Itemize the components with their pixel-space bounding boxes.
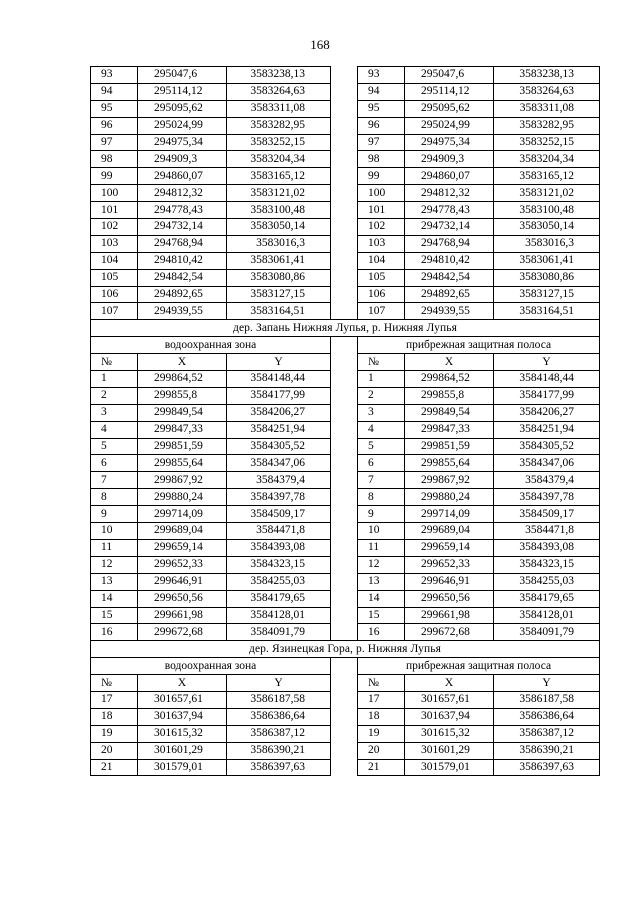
coordinate-y: 3586397,63: [227, 759, 331, 776]
point-number: 3: [358, 404, 405, 421]
coordinate-y: 3583165,12: [227, 168, 331, 185]
section-title: дер. Язинецкая Гора, р. Нижняя Лупья: [91, 641, 600, 658]
column-gap: [331, 337, 358, 641]
point-number: 11: [91, 539, 138, 556]
coordinate-y: 3586386,64: [494, 708, 600, 725]
coordinate-x: 295047,6: [138, 67, 227, 84]
point-number: 106: [91, 286, 138, 303]
coordinate-y: 3583121,02: [227, 185, 331, 202]
point-number: 12: [358, 556, 405, 573]
coordinate-y: 3583264,63: [494, 83, 600, 100]
coordinate-y: 3586386,64: [227, 708, 331, 725]
coordinate-x: 299646,91: [405, 573, 494, 590]
point-number: 99: [91, 168, 138, 185]
point-number: 21: [358, 759, 405, 776]
section-title-row: [91, 320, 600, 337]
point-number: 6: [358, 455, 405, 472]
coordinate-y: 3584379,4: [494, 472, 600, 489]
point-number: 6: [91, 455, 138, 472]
coordinate-x: 299867,92: [405, 472, 494, 489]
point-number: 8: [91, 489, 138, 506]
point-number: 17: [358, 691, 405, 708]
point-number: 14: [358, 590, 405, 607]
point-number: 16: [358, 624, 405, 641]
coordinate-y: 3584471,8: [227, 523, 331, 540]
coordinate-x: 294842,54: [138, 269, 227, 286]
coordinate-y: 3584393,08: [494, 539, 600, 556]
coordinate-x: 299714,09: [405, 506, 494, 523]
coordinate-y: 3584177,99: [227, 387, 331, 404]
coordinate-x: 299847,33: [138, 421, 227, 438]
coordinate-x: 295095,62: [138, 100, 227, 117]
point-number: 104: [358, 252, 405, 269]
coordinate-x: 295114,12: [138, 83, 227, 100]
coordinate-y: 3583061,41: [494, 252, 600, 269]
coordinates-table-body: [91, 67, 600, 776]
point-number: 101: [91, 202, 138, 219]
coordinate-x: 299849,54: [405, 404, 494, 421]
point-number: 95: [91, 100, 138, 117]
coordinate-x: 299661,98: [405, 607, 494, 624]
point-number: 18: [91, 708, 138, 725]
point-number: 93: [91, 67, 138, 84]
coordinate-x: 299672,68: [405, 624, 494, 641]
column-header-x: X: [138, 354, 227, 371]
column-header-x: X: [405, 675, 494, 692]
point-number: 10: [91, 523, 138, 540]
coordinate-y: 3583050,14: [494, 219, 600, 236]
coordinate-y: 3584251,94: [227, 421, 331, 438]
coordinate-y: 3583016,3: [227, 235, 331, 252]
point-number: 102: [358, 219, 405, 236]
coordinate-y: 3583016,3: [494, 235, 600, 252]
coordinate-x: 294860,07: [138, 168, 227, 185]
coordinate-y: 3584148,44: [227, 371, 331, 388]
point-number: 100: [91, 185, 138, 202]
point-number: 17: [91, 691, 138, 708]
coordinate-y: 3586387,12: [494, 725, 600, 742]
point-number: 104: [91, 252, 138, 269]
coordinate-y: 3584148,44: [494, 371, 600, 388]
coordinate-x: 294842,54: [405, 269, 494, 286]
point-number: 14: [91, 590, 138, 607]
coordinate-y: 3583204,34: [227, 151, 331, 168]
coordinate-y: 3584206,27: [494, 404, 600, 421]
coordinate-y: 3583100,48: [227, 202, 331, 219]
page-number: 168: [310, 37, 330, 52]
point-number: 18: [358, 708, 405, 725]
coordinate-x: 299646,91: [138, 573, 227, 590]
coordinate-x: 299855,8: [405, 387, 494, 404]
coordinate-x: 294810,42: [138, 252, 227, 269]
point-number: 5: [358, 438, 405, 455]
column-header-x: X: [138, 675, 227, 692]
coordinate-y: 3584091,79: [227, 624, 331, 641]
coordinate-x: 301637,94: [405, 708, 494, 725]
column-header-x: X: [405, 354, 494, 371]
coordinate-x: 299659,14: [138, 539, 227, 556]
coordinates-table: [90, 66, 600, 776]
point-number: 5: [91, 438, 138, 455]
coordinate-x: 294909,3: [405, 151, 494, 168]
coordinate-y: 3584397,78: [227, 489, 331, 506]
section-title-row: [91, 641, 600, 658]
column-header-number: №: [91, 675, 138, 692]
coordinate-y: 3583311,08: [494, 100, 600, 117]
coordinate-x: 295114,12: [405, 83, 494, 100]
coordinate-y: 3583127,15: [494, 286, 600, 303]
point-number: 15: [358, 607, 405, 624]
point-number: 1: [358, 371, 405, 388]
coordinate-x: 299855,8: [138, 387, 227, 404]
coordinate-x: 301579,01: [405, 759, 494, 776]
point-number: 20: [91, 742, 138, 759]
coordinate-y: 3584091,79: [494, 624, 600, 641]
coordinate-x: 299880,24: [138, 489, 227, 506]
coordinate-y: 3583127,15: [227, 286, 331, 303]
coordinate-y: 3584251,94: [494, 421, 600, 438]
coordinate-x: 294732,14: [138, 219, 227, 236]
point-number: 16: [91, 624, 138, 641]
column-gap: [331, 658, 358, 776]
coordinate-x: 294778,43: [405, 202, 494, 219]
point-number: 7: [358, 472, 405, 489]
coordinate-x: 299867,92: [138, 472, 227, 489]
coordinate-x: 299689,04: [138, 523, 227, 540]
coordinate-y: 3584179,65: [227, 590, 331, 607]
coordinate-x: 294909,3: [138, 151, 227, 168]
coordinate-y: 3583264,63: [227, 83, 331, 100]
coordinate-x: 294860,07: [405, 168, 494, 185]
coordinate-x: 294975,34: [138, 134, 227, 151]
coordinate-x: 294810,42: [405, 252, 494, 269]
point-number: 4: [358, 421, 405, 438]
point-number: 11: [358, 539, 405, 556]
coastal-strip-header: прибрежная защитная полоса: [358, 337, 600, 354]
coordinate-x: 299864,52: [405, 371, 494, 388]
coordinate-x: 301601,29: [138, 742, 227, 759]
column-gap: [331, 67, 358, 320]
coordinate-x: 301601,29: [405, 742, 494, 759]
coordinate-x: 299851,59: [138, 438, 227, 455]
coordinate-x: 299864,52: [138, 371, 227, 388]
coastal-strip-header: прибрежная защитная полоса: [358, 658, 600, 675]
coordinate-x: 294732,14: [405, 219, 494, 236]
coordinate-x: 301637,94: [138, 708, 227, 725]
point-number: 98: [91, 151, 138, 168]
point-number: 95: [358, 100, 405, 117]
coordinate-y: 3583252,15: [494, 134, 600, 151]
coordinate-x: 299652,33: [138, 556, 227, 573]
coordinate-y: 3584177,99: [494, 387, 600, 404]
water-protection-zone-header: водоохранная зона: [91, 337, 331, 354]
point-number: 20: [358, 742, 405, 759]
point-number: 103: [91, 235, 138, 252]
coordinate-x: 299661,98: [138, 607, 227, 624]
point-number: 99: [358, 168, 405, 185]
coordinate-y: 3584397,78: [494, 489, 600, 506]
zone-header-row: [91, 337, 600, 354]
column-header-number: №: [358, 675, 405, 692]
point-number: 107: [358, 303, 405, 320]
point-number: 102: [91, 219, 138, 236]
coordinate-y: 3583100,48: [494, 202, 600, 219]
section-title: дер. Запань Нижняя Лупья, р. Нижняя Лупья: [91, 320, 600, 337]
point-number: 4: [91, 421, 138, 438]
coordinate-x: 294939,55: [405, 303, 494, 320]
coordinate-x: 299672,68: [138, 624, 227, 641]
coordinate-x: 295024,99: [138, 117, 227, 134]
column-header-number: №: [358, 354, 405, 371]
column-header-y: Y: [494, 354, 600, 371]
point-number: 93: [358, 67, 405, 84]
coordinate-x: 294975,34: [405, 134, 494, 151]
coordinate-y: 3584323,15: [494, 556, 600, 573]
coordinate-y: 3584393,08: [227, 539, 331, 556]
coordinate-y: 3584255,03: [494, 573, 600, 590]
coordinate-x: 295047,6: [405, 67, 494, 84]
coordinate-x: 301579,01: [138, 759, 227, 776]
point-number: 2: [358, 387, 405, 404]
coordinate-y: 3584347,06: [227, 455, 331, 472]
coordinate-y: 3584323,15: [227, 556, 331, 573]
coordinate-x: 294892,65: [405, 286, 494, 303]
coordinate-x: 299847,33: [405, 421, 494, 438]
coordinate-y: 3586397,63: [494, 759, 600, 776]
coordinate-x: 299855,64: [405, 455, 494, 472]
point-number: 105: [358, 269, 405, 286]
column-header-number: №: [91, 354, 138, 371]
coordinate-x: 294892,65: [138, 286, 227, 303]
coordinate-y: 3583164,51: [227, 303, 331, 320]
coordinate-x: 294778,43: [138, 202, 227, 219]
coordinate-y: 3586187,58: [494, 691, 600, 708]
coordinate-y: 3583165,12: [494, 168, 600, 185]
coordinate-y: 3584255,03: [227, 573, 331, 590]
coordinate-y: 3583238,13: [494, 67, 600, 84]
coordinate-x: 295024,99: [405, 117, 494, 134]
column-header-y: Y: [227, 354, 331, 371]
coordinate-x: 299650,56: [138, 590, 227, 607]
coordinate-x: 301657,61: [138, 691, 227, 708]
point-number: 9: [358, 506, 405, 523]
table-row: [91, 67, 600, 84]
point-number: 21: [91, 759, 138, 776]
coordinate-y: 3583080,86: [227, 269, 331, 286]
coordinate-x: 299650,56: [405, 590, 494, 607]
coordinate-x: 299880,24: [405, 489, 494, 506]
coordinate-y: 3583061,41: [227, 252, 331, 269]
coordinate-x: 299855,64: [138, 455, 227, 472]
coordinate-y: 3583164,51: [494, 303, 600, 320]
coordinate-y: 3586390,21: [494, 742, 600, 759]
point-number: 96: [91, 117, 138, 134]
coordinate-y: 3583050,14: [227, 219, 331, 236]
column-header-y: Y: [227, 675, 331, 692]
coordinate-x: 299714,09: [138, 506, 227, 523]
coordinate-y: 3583080,86: [494, 269, 600, 286]
water-protection-zone-header: водоохранная зона: [91, 658, 331, 675]
point-number: 107: [91, 303, 138, 320]
point-number: 13: [91, 573, 138, 590]
coordinate-y: 3584379,4: [227, 472, 331, 489]
coordinate-y: 3586387,12: [227, 725, 331, 742]
point-number: 94: [358, 83, 405, 100]
point-number: 9: [91, 506, 138, 523]
point-number: 97: [358, 134, 405, 151]
point-number: 101: [358, 202, 405, 219]
point-number: 13: [358, 573, 405, 590]
coordinate-x: 294812,32: [138, 185, 227, 202]
column-header-y: Y: [494, 675, 600, 692]
point-number: 8: [358, 489, 405, 506]
point-number: 19: [91, 725, 138, 742]
coordinate-x: 299652,33: [405, 556, 494, 573]
coordinate-y: 3583238,13: [227, 67, 331, 84]
coordinate-y: 3584179,65: [494, 590, 600, 607]
coordinate-x: 294812,32: [405, 185, 494, 202]
point-number: 12: [91, 556, 138, 573]
point-number: 98: [358, 151, 405, 168]
coordinate-y: 3583121,02: [494, 185, 600, 202]
coordinate-x: 301615,32: [405, 725, 494, 742]
coordinate-y: 3583282,95: [494, 117, 600, 134]
coordinate-x: 295095,62: [405, 100, 494, 117]
point-number: 10: [358, 523, 405, 540]
coordinate-x: 294939,55: [138, 303, 227, 320]
point-number: 15: [91, 607, 138, 624]
point-number: 1: [91, 371, 138, 388]
coordinate-x: 301657,61: [405, 691, 494, 708]
coordinate-y: 3584471,8: [494, 523, 600, 540]
coordinate-y: 3583204,34: [494, 151, 600, 168]
coordinate-x: 299851,59: [405, 438, 494, 455]
coordinate-x: 299659,14: [405, 539, 494, 556]
coordinate-y: 3584509,17: [494, 506, 600, 523]
point-number: 105: [91, 269, 138, 286]
coordinate-y: 3584509,17: [227, 506, 331, 523]
coordinate-x: 294768,94: [405, 235, 494, 252]
point-number: 97: [91, 134, 138, 151]
point-number: 100: [358, 185, 405, 202]
coordinate-x: 299849,54: [138, 404, 227, 421]
point-number: 96: [358, 117, 405, 134]
coordinate-y: 3584305,52: [494, 438, 600, 455]
point-number: 3: [91, 404, 138, 421]
zone-header-row: [91, 658, 600, 675]
coordinate-y: 3583311,08: [227, 100, 331, 117]
point-number: 94: [91, 83, 138, 100]
coordinate-y: 3586390,21: [227, 742, 331, 759]
coordinate-y: 3583252,15: [227, 134, 331, 151]
point-number: 106: [358, 286, 405, 303]
coordinate-y: 3584128,01: [227, 607, 331, 624]
point-number: 7: [91, 472, 138, 489]
coordinate-y: 3584128,01: [494, 607, 600, 624]
coordinate-y: 3583282,95: [227, 117, 331, 134]
point-number: 2: [91, 387, 138, 404]
coordinate-y: 3586187,58: [227, 691, 331, 708]
coordinate-y: 3584206,27: [227, 404, 331, 421]
coordinate-x: 294768,94: [138, 235, 227, 252]
coordinate-y: 3584347,06: [494, 455, 600, 472]
point-number: 103: [358, 235, 405, 252]
coordinate-y: 3584305,52: [227, 438, 331, 455]
coordinate-x: 301615,32: [138, 725, 227, 742]
coordinate-x: 299689,04: [405, 523, 494, 540]
point-number: 19: [358, 725, 405, 742]
